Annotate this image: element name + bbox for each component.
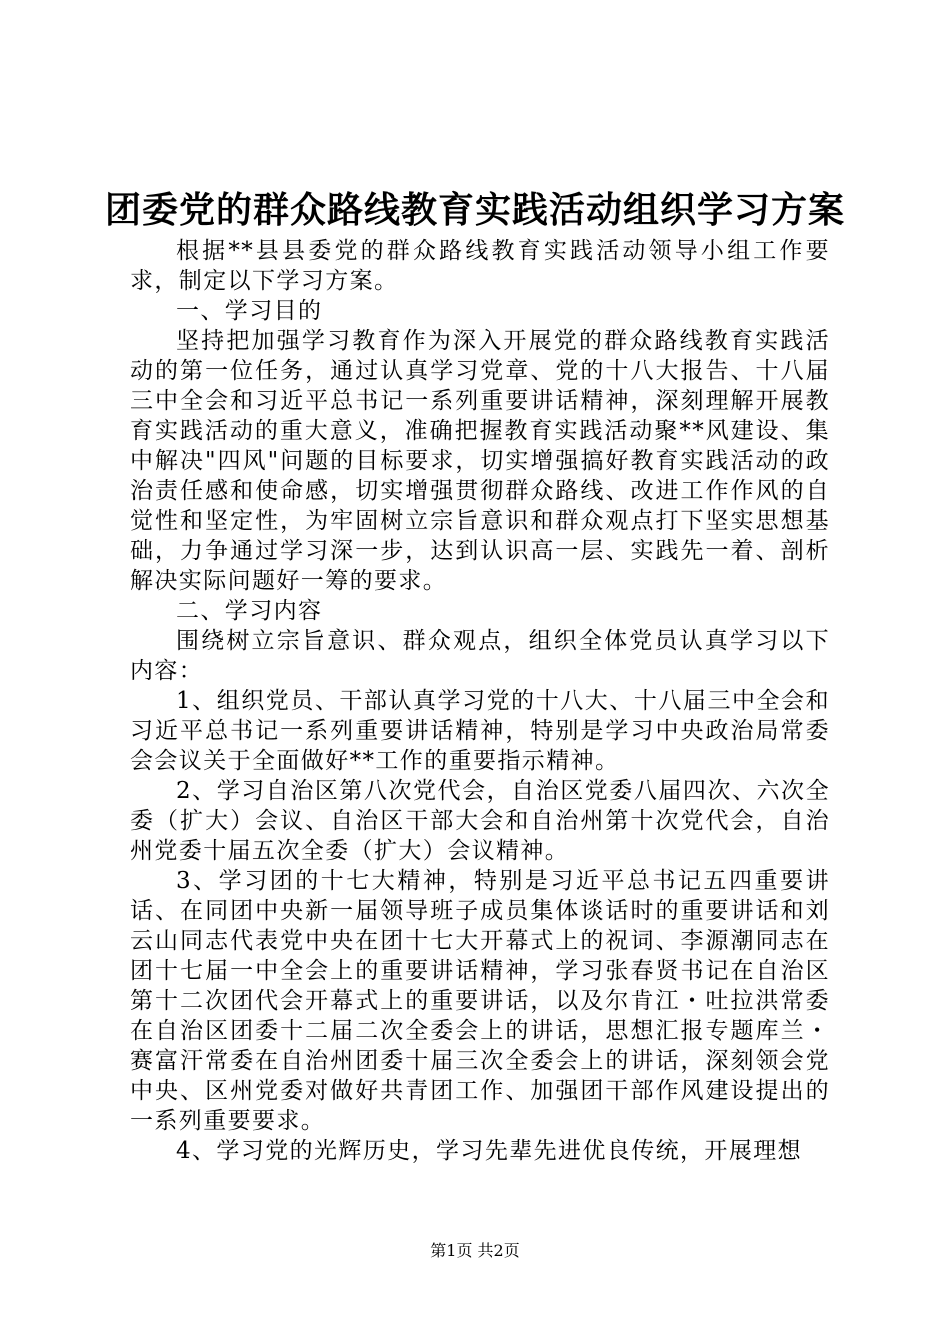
content-item-3: 3、学习团的十七大精神，特别是习近平总书记五四重要讲话、在同团中央新一届领导班子成员集体谈话时的重要讲话和刘云山同志代表党中央在团十七大开幕式上的祝词、李源潮同志在团十七届一中全会上的重要讲话精神，学习张春贤书记在自治区第十二次团代会开幕式上的重要讲话，以及尔肯江・吐拉洪常委在自治区团委十二届二次全委会上的讲话，思想汇报专题库兰・赛富汗常委在自治州团委十届三次全委会上的讲话，深刻领会党中央、区州党委对做好共青团工作、加强团干部作风建设提出的一系列重要要求。 xyxy=(130,868,830,1134)
document-body xyxy=(130,236,830,1166)
intro-paragraph: 根据**县县委党的群众路线教育实践活动领导小组工作要求，制定以下学习方案。 xyxy=(130,238,830,294)
content-item-2: 2、学习自治区第八次党代会，自治区党委八届四次、六次全委（扩大）会议、自治区干部大会和自治州第十次党代会，自治州党委十届五次全委（扩大）会议精神。 xyxy=(130,778,830,864)
document-title: 团委党的群众路线教育实践活动组织学习方案 xyxy=(104,189,845,231)
page-number-footer: 第1页 共2页 xyxy=(430,1241,520,1260)
content-item-1: 1、组织党员、干部认真学习党的十八大、十八届三中全会和习近平总书记一系列重要讲话精神，特别是学习中央政治局常委会会议关于全面做好**工作的重要指示精神。 xyxy=(130,688,830,774)
content-intro-paragraph: 围绕树立宗旨意识、群众观点，组织全体党员认真学习以下内容： xyxy=(130,628,830,684)
section-heading-content: 二、学习内容 xyxy=(176,598,323,624)
section-heading-purpose: 一、学习目的 xyxy=(176,298,323,324)
purpose-paragraph: 坚持把加强学习教育作为深入开展党的群众路线教育实践活动的第一位任务，通过认真学习党章、党的十八大报告、十八届三中全会和习近平总书记一系列重要讲话精神，深刻理解开展教育实践活动的重大意义，准确把握教育实践活动聚**风建设、集中解决"四风"问题的目标要求，切实增强搞好教育实践活动的政治责任感和使命感，切实增强贯彻群众路线、改进工作作风的自觉性和坚定性，为牢固树立宗旨意识和群众观点打下坚实思想基础，力争通过学习深一步，达到认识高一层、实践先一着、剖析解决实际问题好一筹的要求。 xyxy=(130,328,830,594)
content-item-4: 4、学习党的光辉历史，学习先辈先进优良传统，开展理想 xyxy=(176,1138,803,1164)
